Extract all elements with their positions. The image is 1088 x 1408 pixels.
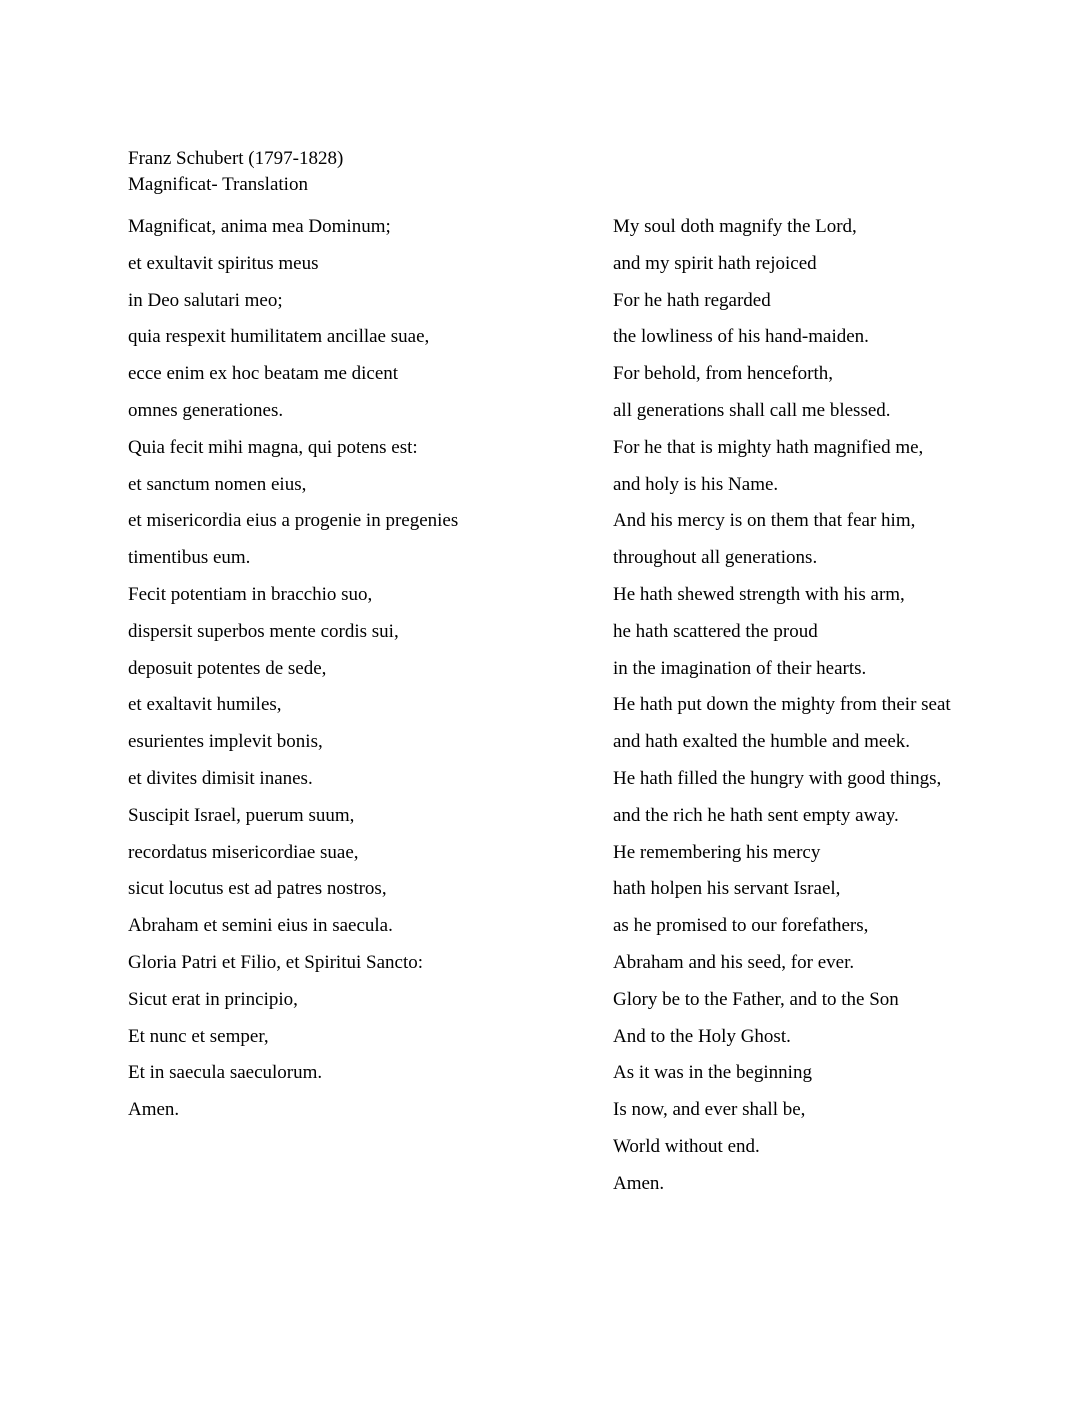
english-line: and hath exalted the humble and meek. [613,731,911,753]
latin-line: timentibus eum. [128,547,251,569]
english-line: Abraham and his seed, for ever. [613,951,855,973]
latin-line: et misericordia eius a progenie in pregenies [128,510,459,532]
english-line: For behold, from henceforth, [613,363,834,385]
latin-line: et exultavit spiritus meus [128,252,319,274]
english-line: as he promised to our forefathers, [613,915,869,937]
latin-line: quia respexit humilitatem ancillae suae, [128,326,430,348]
latin-line: deposuit potentes de sede, [128,657,327,679]
english-line: Glory be to the Father, and to the Son [613,988,899,1010]
english-line: For he hath regarded [613,289,771,311]
english-line: And to the Holy Ghost. [613,1025,791,1047]
english-line: Is now, and ever shall be, [613,1099,806,1121]
latin-text-column [128,213,458,1133]
english-line: My soul doth magnify the Lord, [613,216,857,237]
document-title: Magnificat- Translation [128,174,308,195]
latin-line: Suscipit Israel, puerum suum, [128,804,355,826]
english-line: He hath put down the mighty from their seat [613,694,951,716]
latin-line: sicut locutus est ad patres nostros, [128,878,387,900]
latin-line: Quia fecit mihi magna, qui potens est: [128,436,418,458]
english-line: and the rich he hath sent empty away. [613,804,899,826]
latin-line: Et nunc et semper, [128,1025,269,1047]
english-line: hath holpen his servant Israel, [613,878,841,900]
english-line: and my spirit hath rejoiced [613,252,817,274]
latin-line: recordatus misericordiae suae, [128,841,359,863]
latin-line: Gloria Patri et Filio, et Spiritui Sancto: [128,951,424,973]
latin-line: Et in saecula saeculorum. [128,1062,323,1084]
english-line: He hath shewed strength with his arm, [613,583,905,605]
latin-line: in Deo salutari meo; [128,289,283,311]
english-line: throughout all generations. [613,547,818,569]
latin-line: et exaltavit humiles, [128,694,282,716]
english-line: all generations shall call me blessed. [613,399,891,421]
document-header [128,146,343,198]
english-line: He hath filled the hungry with good things, [613,767,942,789]
english-line: the lowliness of his hand-maiden. [613,326,869,348]
english-translation-column [613,213,951,1207]
english-line: And his mercy is on them that fear him, [613,510,916,532]
latin-line: omnes generationes. [128,399,284,421]
composer-line: Franz Schubert (1797-1828) [128,148,344,169]
latin-line: dispersit superbos mente cordis sui, [128,620,399,642]
english-line: and holy is his Name. [613,473,779,495]
latin-line: ecce enim ex hoc beatam me dicent [128,363,399,385]
latin-line: esurientes implevit bonis, [128,731,323,753]
english-line: he hath scattered the proud [613,620,818,642]
latin-line: et divites dimisit inanes. [128,767,313,789]
latin-line: Fecit potentiam in bracchio suo, [128,583,373,605]
english-line: World without end. [613,1135,760,1157]
english-line: As it was in the beginning [613,1062,812,1084]
english-line: For he that is mighty hath magnified me, [613,436,924,458]
english-line: He remembering his mercy [613,841,821,863]
latin-line: Magnificat, anima mea Dominum; [128,216,391,237]
latin-line: et sanctum nomen eius, [128,473,307,495]
latin-line: Sicut erat in principio, [128,988,298,1010]
english-line: Amen. [613,1172,665,1194]
latin-line: Abraham et semini eius in saecula. [128,915,393,937]
english-line: in the imagination of their hearts. [613,657,867,679]
latin-line: Amen. [128,1099,180,1121]
